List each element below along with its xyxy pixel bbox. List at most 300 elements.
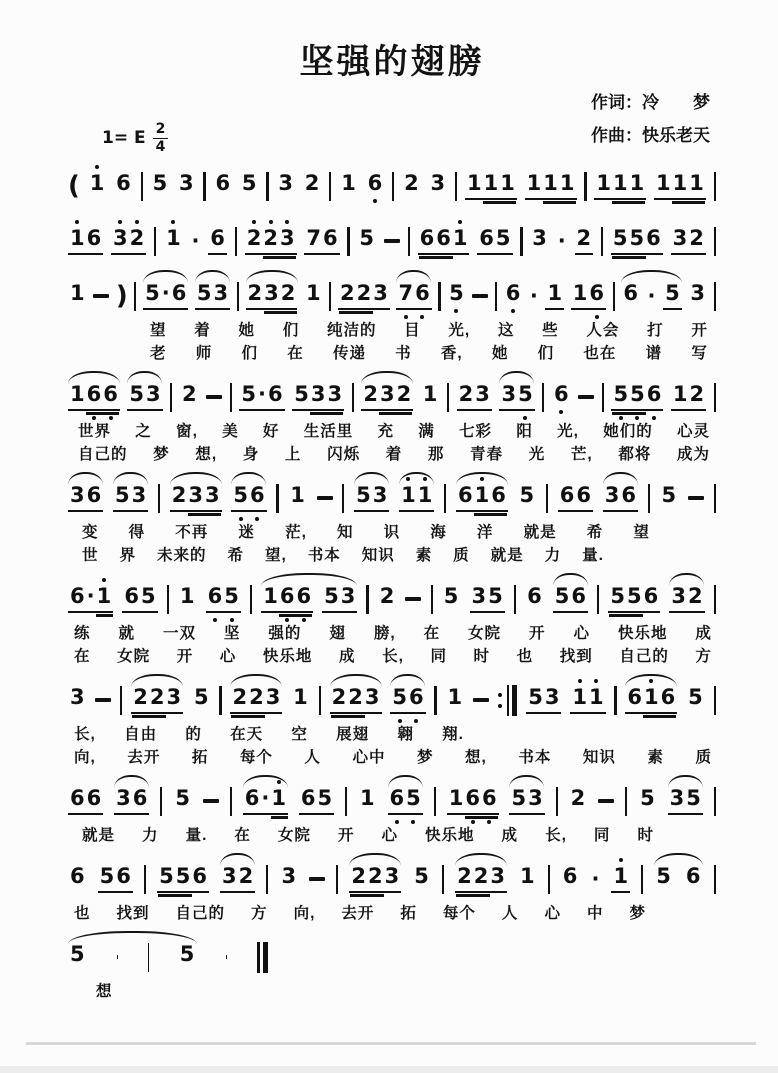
note-digit: 1: [70, 382, 85, 407]
note-digit: 6: [559, 483, 575, 508]
note-group: [195, 282, 230, 309]
music-system-1: [68, 163, 716, 209]
secondary-beam: [612, 412, 646, 415]
note-digit: 6: [70, 864, 85, 889]
note-group: [625, 686, 677, 713]
note-digit: 6: [457, 483, 473, 508]
barline-icon: [714, 787, 716, 816]
slur-arc: [330, 674, 382, 687]
note-digit: 1: [290, 483, 305, 508]
note-digit: 7: [398, 281, 414, 306]
note-digit: 2: [171, 483, 187, 508]
duration-dash: [226, 955, 227, 959]
lyric-syllable: 同: [593, 827, 611, 844]
note-digit: 6: [436, 226, 451, 251]
barline-icon: [319, 686, 321, 715]
music-system-6: [68, 576, 716, 668]
note-group: [170, 484, 222, 511]
note-digit: 5: [175, 864, 191, 889]
note-digit: 1: [70, 281, 85, 306]
note-group: [447, 787, 499, 814]
slur-arc: [231, 472, 266, 485]
note-group: [111, 227, 146, 254]
lyric-syllable: 展翅: [336, 726, 370, 743]
note-group: [569, 787, 588, 814]
barline-icon: [230, 787, 232, 816]
lyric-syllable: 快乐地: [617, 625, 668, 642]
note-group: [603, 484, 638, 511]
note-group: [279, 865, 298, 892]
barline-icon: [714, 585, 716, 614]
barline-icon: [542, 383, 544, 412]
lyric-syllable: 人: [304, 749, 321, 766]
lyric-syllable: 素: [647, 749, 664, 766]
note-group: [68, 787, 103, 814]
lyric-syllable: 长,: [74, 726, 96, 743]
duration-dash: [688, 496, 704, 500]
slur-arc: [625, 674, 677, 687]
lyric-syllable: 梦: [629, 905, 646, 922]
note-digit: 6: [554, 382, 569, 407]
note-group: [561, 865, 580, 892]
note-digit: 1: [179, 584, 195, 609]
note-group: [68, 383, 120, 410]
lyric-syllable: 闪烁: [327, 446, 361, 463]
barline-icon: [714, 227, 716, 256]
lyrics-row: [150, 319, 708, 342]
barline-icon: [266, 865, 268, 894]
scan-bottom-artifact: [0, 1066, 778, 1073]
lyrics-row: [82, 521, 650, 544]
note-digit: 3: [265, 685, 281, 710]
secondary-beam: [231, 715, 265, 718]
note-group: [143, 282, 188, 309]
note-group: [530, 227, 549, 254]
lyric-syllable: 好: [262, 423, 280, 440]
lyric-syllable: 心: [219, 648, 237, 665]
lyric-syllable: 快乐地: [425, 827, 475, 844]
note-group: [68, 943, 87, 970]
note-group: [366, 172, 385, 199]
barline-icon: [160, 787, 162, 816]
lyric-syllable: 充: [377, 423, 394, 440]
lyrics-row: [74, 723, 464, 746]
note-digit: 2: [304, 171, 320, 196]
augmentation-dot: ·: [591, 867, 600, 891]
lyric-syllable: 时: [637, 827, 654, 844]
note-digit: 5: [686, 786, 701, 811]
note-digit: 3: [205, 483, 220, 508]
note-digit: 6: [116, 171, 131, 196]
note-digit: 5: [233, 483, 248, 508]
secondary-beam: [474, 513, 507, 516]
note-group: [396, 282, 431, 309]
note-digit: 6: [419, 226, 435, 251]
barline-icon: [134, 282, 136, 311]
lyric-syllable: 梦: [153, 446, 170, 463]
note-digit: 3: [179, 171, 194, 196]
note-digit: 3: [131, 483, 147, 508]
barline-icon: [154, 227, 156, 256]
slur-arc: [399, 472, 434, 485]
note-digit: 1: [263, 584, 278, 609]
note-digit: 1: [341, 171, 356, 196]
barline-icon: [203, 172, 205, 201]
lyric-syllable: 传递: [332, 345, 366, 362]
barline-icon: [141, 172, 143, 201]
note-digit: 3: [281, 864, 297, 889]
note-digit: 3: [372, 483, 388, 508]
note-digit: 6: [322, 226, 338, 251]
note-group: [570, 686, 605, 713]
barline-icon: [714, 865, 716, 894]
lyric-syllable: 些: [542, 322, 559, 339]
lyric-syllable: 目: [404, 322, 421, 339]
note-digit: 3: [671, 584, 686, 609]
note-digit: 5: [129, 382, 145, 407]
lyric-syllable: 知识: [361, 547, 395, 564]
note-digit: 2: [570, 786, 586, 811]
note-group: [243, 787, 288, 814]
note-group: [68, 585, 113, 612]
notes-row: [68, 576, 716, 622]
note-digit: 5: [152, 171, 168, 196]
lyric-syllable: 望,: [264, 547, 287, 564]
lyrics-row: [82, 824, 654, 847]
lyrics-row: [78, 420, 710, 443]
lyric-syllable: 找到: [559, 648, 593, 665]
slur-arc: [396, 270, 431, 283]
lyric-syllable: 去开: [127, 749, 161, 766]
note-group: [594, 172, 646, 199]
note-group: [611, 227, 663, 254]
duration-dash: [598, 799, 614, 803]
note-digit: 6: [86, 226, 102, 251]
note-group: [180, 383, 199, 410]
barline-icon: [447, 383, 449, 412]
note-digit: 2: [351, 864, 366, 889]
note-digit: 1: [89, 171, 105, 196]
barline-icon: [366, 585, 368, 614]
lyric-syllable: 人会: [586, 322, 620, 339]
lyric-syllable: 自己的: [78, 446, 128, 463]
barline-icon: [345, 787, 347, 816]
note-digit: 6: [589, 281, 604, 306]
slur-arc: [621, 270, 682, 283]
slur-arc: [455, 853, 507, 866]
barline-icon: [514, 585, 516, 614]
note-digit: 3: [430, 171, 446, 196]
lyric-syllable: 望: [150, 322, 167, 339]
lyric-syllable: 她们的: [603, 423, 653, 440]
barline-icon: [455, 172, 457, 201]
slur-arc: [68, 931, 197, 944]
note-group: [131, 686, 183, 713]
lyric-syllable: 光,: [557, 423, 579, 440]
note-group: [213, 172, 232, 199]
note-digit: 5: [175, 786, 190, 811]
note-digit: 2: [181, 382, 197, 407]
note-digit: 1: [656, 171, 671, 196]
note-digit: 3: [70, 483, 85, 508]
lyric-syllable: 变: [82, 524, 99, 541]
lyric-syllable: 心中: [352, 749, 386, 766]
lyric-syllable: 翅: [329, 625, 346, 642]
lyric-syllable: 女院: [277, 827, 311, 844]
note-digit: 2: [249, 685, 264, 710]
slur-arc: [230, 674, 282, 687]
note-group: [68, 227, 103, 254]
note-group: [261, 585, 313, 612]
note-digit: 3: [222, 864, 237, 889]
slur-arc: [669, 573, 704, 586]
notes-row: [68, 163, 716, 209]
note-group: [470, 585, 505, 612]
lyric-syllable: 力: [544, 547, 562, 564]
lyric-syllable: 想: [96, 983, 113, 1000]
note-group: [339, 172, 358, 199]
lyric-syllable: 量.: [582, 547, 604, 564]
secondary-beam: [331, 715, 365, 718]
note-group: [322, 585, 357, 612]
lyric-syllable: 未来的: [156, 547, 207, 564]
note-digit: 3: [213, 281, 229, 306]
music-system-7: [68, 677, 716, 769]
barline-icon: [495, 282, 497, 311]
slur-arc: [195, 270, 230, 283]
lyric-syllable: 望: [633, 524, 650, 541]
lyric-syllable: 写: [691, 345, 708, 362]
note-digit: 3: [340, 584, 356, 609]
note-group: [390, 686, 425, 713]
note-digit: 6: [623, 281, 638, 306]
lyric-syllable: 打: [647, 322, 664, 339]
secondary-beam: [271, 816, 288, 819]
lyric-syllable: 心: [544, 905, 561, 922]
note-digit: 6: [505, 281, 521, 306]
note-group: [246, 282, 298, 309]
duration-dash: [203, 799, 219, 803]
note-digit: 6: [207, 584, 223, 609]
augmentation-dot: ·: [529, 284, 538, 308]
note-digit: 1: [96, 584, 112, 609]
notes-row: [68, 856, 716, 902]
slur-arc: [668, 775, 703, 788]
note-digit: 5: [519, 483, 535, 508]
secondary-beam: [339, 311, 373, 314]
note-digit: 3: [310, 382, 326, 407]
note-digit: 5: [406, 786, 421, 811]
note-digit: 6: [479, 226, 494, 251]
notes-row: [68, 934, 268, 980]
lyric-syllable: 香,: [440, 345, 463, 362]
notes-row: [68, 778, 716, 824]
note-group: [330, 686, 382, 713]
lyric-syllable: 着: [194, 322, 211, 339]
note-digit: 2: [473, 864, 489, 889]
note-group: [526, 686, 561, 713]
lyric-syllable: 自己的: [619, 648, 669, 665]
lyric-syllable: 也: [516, 648, 534, 665]
note-digit: 2: [263, 226, 278, 251]
note-digit: 3: [501, 382, 517, 407]
note-digit: 6: [86, 382, 102, 407]
note-group: [608, 585, 660, 612]
note-group: [571, 282, 606, 309]
barline-icon: [167, 585, 169, 614]
slur-arc: [509, 775, 544, 788]
note-digit: 1: [447, 685, 463, 710]
note-digit: 5: [224, 584, 239, 609]
note-digit: 2: [133, 685, 148, 710]
note-digit: 2: [396, 382, 412, 407]
note-digit: 5: [196, 281, 212, 306]
barline-icon: [648, 484, 650, 513]
note-digit: 6: [562, 864, 578, 889]
lyric-syllable: 找到: [116, 905, 150, 922]
note-group: [361, 383, 413, 410]
note-group: [358, 787, 377, 814]
note-digit: 5: [613, 382, 629, 407]
note-group: [611, 865, 630, 892]
lyric-syllable: 女院: [468, 625, 502, 642]
lyric-syllable: 识: [383, 524, 401, 541]
note-digit: 5: [629, 226, 645, 251]
duration-dash: [309, 877, 325, 881]
barline-icon: [120, 686, 122, 715]
lyric-syllable: 她: [491, 345, 509, 362]
lyric-syllable: 知识: [582, 749, 616, 766]
barline-icon: [714, 172, 716, 201]
note-digit: 2: [576, 226, 592, 251]
note-group: [206, 585, 241, 612]
note-digit: 2: [457, 864, 472, 889]
augmentation-dot: ·: [647, 284, 656, 308]
duration-dash: [578, 395, 594, 399]
slur-arc: [220, 853, 255, 866]
lyric-syllable: 也: [74, 905, 91, 922]
lyric-syllable: 想,: [195, 446, 218, 463]
barline-icon: [342, 484, 344, 513]
lyric-syllable: 同: [430, 648, 447, 665]
barline-icon: [237, 282, 239, 311]
note-digit: 6: [408, 685, 424, 710]
note-group: [239, 383, 284, 410]
secondary-beam: [543, 201, 576, 204]
note-group: [660, 484, 679, 511]
note-group: [157, 865, 209, 892]
note-group: [504, 282, 523, 309]
note-group: [442, 585, 461, 612]
note-digit: 6: [660, 685, 676, 710]
lyric-syllable: 满: [418, 423, 435, 440]
time-signature-numerator: 2: [153, 122, 169, 139]
note-digit: 7: [306, 226, 321, 251]
secondary-beam: [672, 201, 705, 204]
lyric-syllable: 质: [695, 749, 712, 766]
note-group: [418, 227, 470, 254]
lyric-syllable: 迷: [238, 524, 255, 541]
lyric-syllable: 洋: [476, 524, 494, 541]
note-group: [303, 172, 322, 199]
lyric-syllable: 翔.: [442, 726, 464, 743]
note-group: [558, 484, 593, 511]
note-digit: 1: [271, 786, 286, 811]
note-digit: 5: [443, 584, 459, 609]
note-digit: 1: [417, 483, 433, 508]
lyric-syllable: 世界: [78, 423, 112, 440]
lyrics-row: [150, 342, 708, 365]
note-digit: 5: [70, 942, 85, 967]
lyric-syllable: 拓: [191, 749, 209, 766]
lyric-syllable: 素: [415, 547, 433, 564]
note-group: [88, 172, 107, 199]
slur-arc: [246, 270, 298, 283]
augmentation-dot: ·: [261, 786, 270, 811]
note-digit: 2: [689, 226, 704, 251]
lyric-syllable: 七彩: [459, 423, 493, 440]
parenthesis: ): [115, 281, 128, 311]
note-digit: 2: [238, 864, 254, 889]
secondary-beam: [612, 256, 646, 259]
barline-icon: [144, 865, 146, 894]
note-digit: 5: [179, 942, 195, 967]
key-signature: [102, 122, 168, 154]
note-digit: 3: [188, 483, 204, 508]
note-group: [231, 484, 266, 511]
barline-icon: [392, 172, 394, 201]
note-digit: 3: [373, 281, 388, 306]
note-group: [509, 787, 544, 814]
duration-dash: [473, 698, 489, 702]
note-digit: 6: [296, 584, 312, 609]
lyric-syllable: 成为: [676, 446, 710, 463]
barline-icon: [276, 484, 278, 513]
slur-arc: [388, 775, 423, 788]
note-digit: 5: [392, 685, 407, 710]
note-group: [151, 172, 170, 199]
note-digit: 5: [528, 685, 543, 710]
slur-arc: [553, 573, 588, 586]
lyric-syllable: 每个: [442, 905, 476, 922]
note-group: [127, 383, 162, 410]
note-digit: 6: [389, 786, 405, 811]
lyric-syllable: 量.: [185, 827, 208, 844]
note-digit: 1: [401, 483, 416, 508]
note-group: [654, 172, 706, 199]
note-digit: 1: [360, 786, 375, 811]
note-digit: 6: [491, 483, 506, 508]
note-digit: 3: [146, 382, 161, 407]
barline-icon: [408, 227, 410, 256]
note-digit: 3: [669, 786, 685, 811]
lyrics-row: [78, 443, 710, 466]
note-group: [456, 484, 508, 511]
note-digit: 1: [613, 864, 629, 889]
duration-dash: [405, 597, 421, 601]
secondary-beam: [263, 256, 296, 259]
note-group: [113, 484, 148, 511]
note-digit: 5: [114, 483, 130, 508]
note-digit: 5: [688, 685, 703, 710]
note-digit: 2: [149, 685, 165, 710]
note-digit: 3: [672, 226, 688, 251]
lyric-syllable: 向,: [293, 905, 316, 922]
note-group: [545, 282, 564, 309]
music-system-5: [68, 475, 716, 567]
barline-icon: [602, 383, 604, 412]
lyric-syllable: 翱: [397, 726, 414, 743]
